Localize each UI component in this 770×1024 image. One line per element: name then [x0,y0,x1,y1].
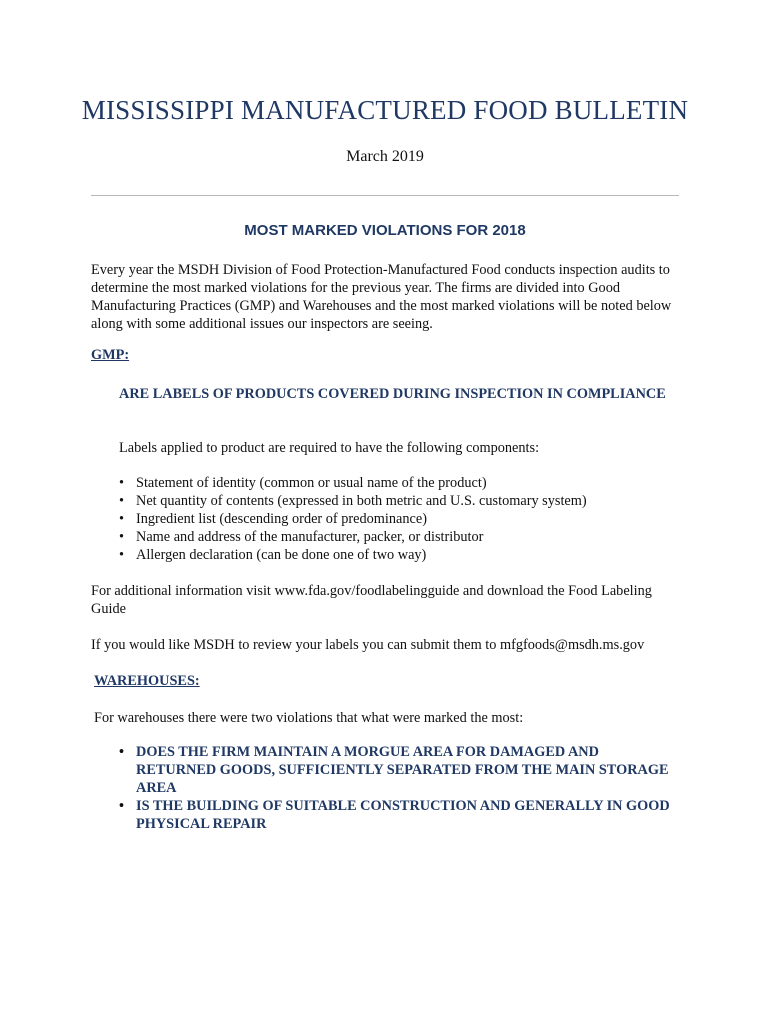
bullet-icon: • [119,744,125,760]
bullet-icon: • [119,547,125,563]
bulletin-date: March 2019 [346,148,424,165]
list-item [119,528,679,546]
list-item [119,546,679,564]
list-item [119,743,679,797]
list-item-text: Allergen declaration (can be done one of two way) [136,547,427,563]
bullet-icon: • [119,511,125,527]
list-item-text: Net quantity of contents (expressed in both metric and U.S. customary system) [136,493,587,509]
list-item-text: DOES THE FIRM MAINTAIN A MORGUE AREA FOR DAMAGED AND RETURNED GOODS, SUFFICIENTLY SEPARATED FROM THE MAIN STORAGE AREA [136,744,669,796]
list-item-text: Ingredient list (descending order of predominance) [136,511,427,527]
bullet-icon: • [119,798,125,814]
page-title: MISSISSIPPI MANUFACTURED FOOD BULLETIN [81,95,689,125]
label-review-paragraph: If you would like MSDH to review your labels you can submit them to mfgfoods@msdh.ms.gov [91,637,645,653]
list-item-text: Statement of identity (common or usual name of the product) [136,475,487,491]
warehouses-intro: For warehouses there were two violations that what were marked the most: [94,710,524,726]
bullet-icon: • [119,475,125,491]
list-item [119,510,679,528]
list-item [119,474,679,492]
gmp-subheading: ARE LABELS OF PRODUCTS COVERED DURING INSPECTION IN COMPLIANCE [119,386,666,402]
section-heading: MOST MARKED VIOLATIONS FOR 2018 [244,222,526,239]
warehouses-heading: WAREHOUSES: [94,673,200,689]
warehouse-violations-list [119,743,679,833]
labels-intro: Labels applied to product are required to have the following components: [119,440,540,456]
fda-info-paragraph: For additional information visit www.fda.gov/foodlabelingguide and download the Food Labeling Guide [91,583,652,617]
bullet-icon: • [119,493,125,509]
list-item-text: IS THE BUILDING OF SUITABLE CONSTRUCTION AND GENERALLY IN GOOD PHYSICAL REPAIR [136,798,670,832]
list-item-text: Name and address of the manufacturer, packer, or distributor [136,529,484,545]
list-item [119,492,679,510]
label-components-list [119,474,679,564]
divider [91,195,679,196]
intro-paragraph: Every year the MSDH Division of Food Protection-Manufactured Food conducts inspection audits to determine the most marked violations for the previous year. The firms are divided into Good Manufacturing Practices (GMP) and Warehouses and the most marked violations will be noted below along with some additional issues our inspectors are seeing. [91,262,672,332]
list-item [119,797,679,833]
bullet-icon: • [119,529,125,545]
gmp-heading: GMP: [91,347,130,363]
